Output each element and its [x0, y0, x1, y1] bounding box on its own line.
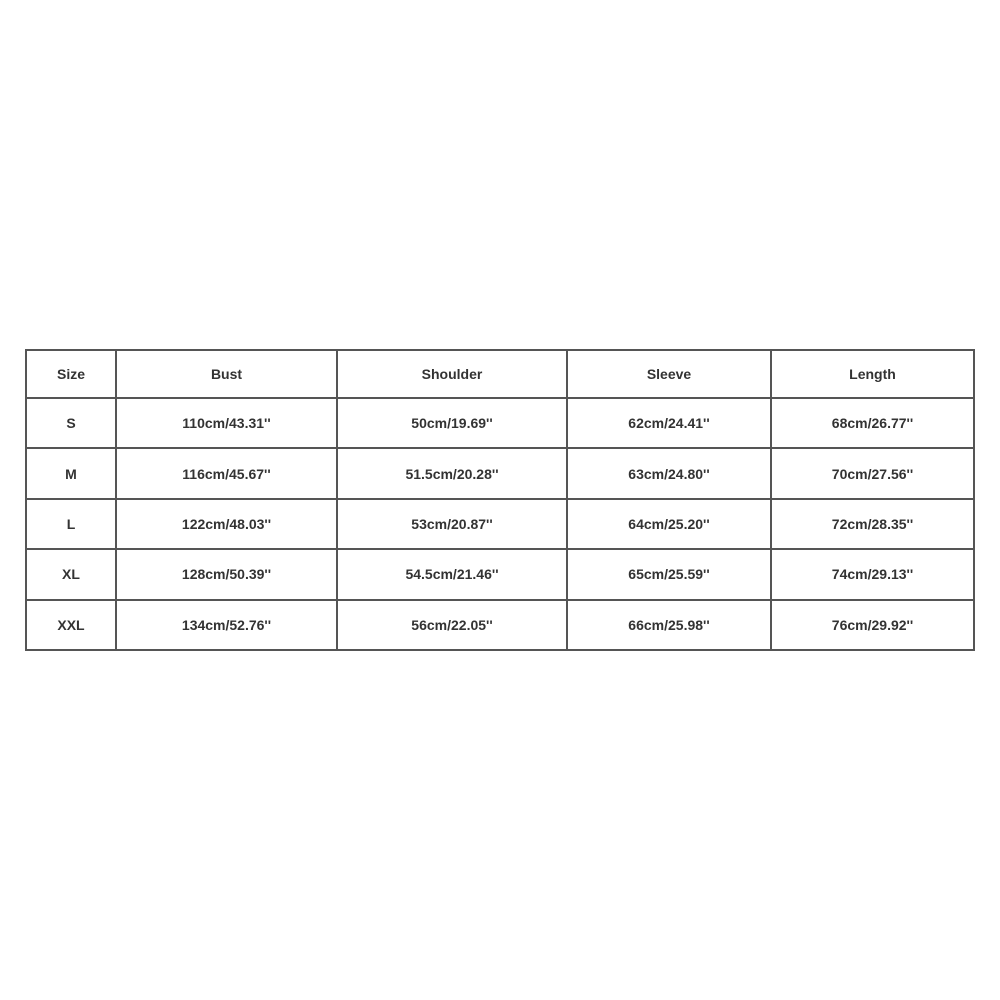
header-length: Length	[772, 351, 975, 399]
table-row	[27, 500, 975, 550]
cell-shoulder: 53cm/20.87''	[338, 500, 568, 550]
cell-length: 68cm/26.77''	[772, 399, 975, 449]
cell-bust: 134cm/52.76''	[117, 601, 338, 651]
size-chart-table	[25, 349, 975, 651]
header-shoulder: Shoulder	[338, 351, 568, 399]
cell-length: 70cm/27.56''	[772, 449, 975, 499]
table-header-row	[27, 351, 975, 399]
cell-size: XL	[27, 550, 117, 600]
cell-length: 74cm/29.13''	[772, 550, 975, 600]
cell-shoulder: 50cm/19.69''	[338, 399, 568, 449]
header-size: Size	[27, 351, 117, 399]
cell-size: S	[27, 399, 117, 449]
cell-size: L	[27, 500, 117, 550]
cell-sleeve: 65cm/25.59''	[568, 550, 772, 600]
table-row	[27, 601, 975, 651]
cell-bust: 122cm/48.03''	[117, 500, 338, 550]
cell-shoulder: 56cm/22.05''	[338, 601, 568, 651]
cell-size: M	[27, 449, 117, 499]
cell-size: XXL	[27, 601, 117, 651]
cell-sleeve: 62cm/24.41''	[568, 399, 772, 449]
cell-sleeve: 64cm/25.20''	[568, 500, 772, 550]
cell-bust: 116cm/45.67''	[117, 449, 338, 499]
table-row	[27, 449, 975, 499]
cell-sleeve: 66cm/25.98''	[568, 601, 772, 651]
cell-bust: 110cm/43.31''	[117, 399, 338, 449]
cell-length: 76cm/29.92''	[772, 601, 975, 651]
header-bust: Bust	[117, 351, 338, 399]
cell-shoulder: 51.5cm/20.28''	[338, 449, 568, 499]
table-row	[27, 550, 975, 600]
cell-sleeve: 63cm/24.80''	[568, 449, 772, 499]
cell-bust: 128cm/50.39''	[117, 550, 338, 600]
table-row	[27, 399, 975, 449]
cell-length: 72cm/28.35''	[772, 500, 975, 550]
cell-shoulder: 54.5cm/21.46''	[338, 550, 568, 600]
header-sleeve: Sleeve	[568, 351, 772, 399]
